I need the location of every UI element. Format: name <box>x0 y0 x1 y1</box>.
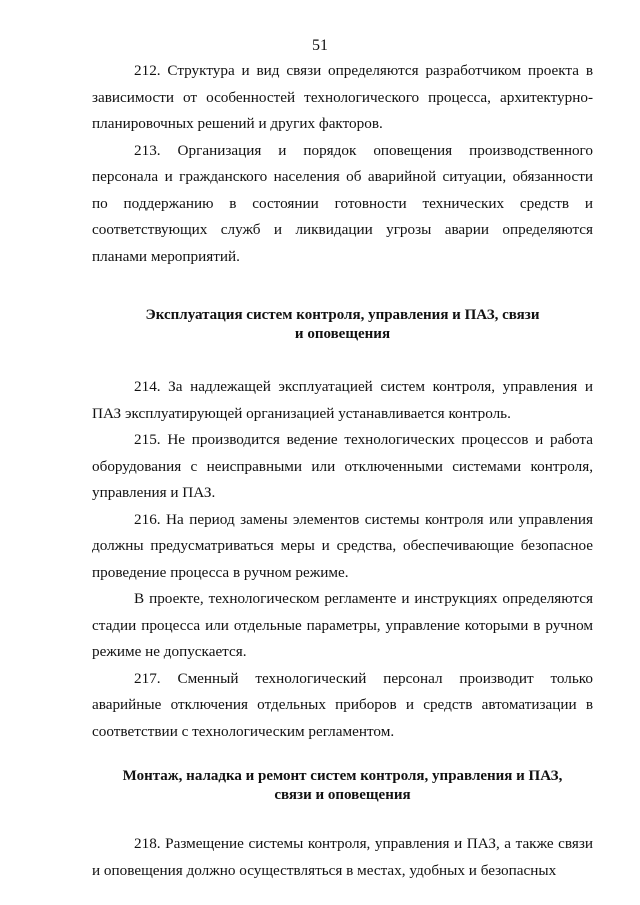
paragraph-215: 215. Не производится ведение технологических процессов и работа оборудования с неисправными или отключенными системами контроля, управления и ПАЗ. <box>92 431 593 501</box>
paragraph-218: 218. Размещение системы контроля, управления и ПАЗ, а также связи и оповещения должно осуществляться в местах, удобных и безопасных <box>92 835 593 879</box>
page-number: 51 <box>312 37 328 54</box>
heading-line: Эксплуатация систем контроля, управления и ПАЗ, связи <box>145 307 540 323</box>
paragraph-214: 214. За надлежащей эксплуатацией систем контроля, управления и ПАЗ эксплуатирующей организацией устанавливается контроль. <box>92 378 593 422</box>
paragraph-213: 213. Организация и порядок оповещения производственного персонала и гражданского населения об аварийной ситуации, обязанности по поддержанию в состоянии готовности технических средств и соответствующих служб и ликвидации угрозы аварии определяются планами мероприятий. <box>92 141 593 265</box>
heading-line: Монтаж, наладка и ремонт систем контроля, управления и ПАЗ, <box>122 768 563 784</box>
section-heading-operation <box>92 306 593 344</box>
page-body <box>92 58 593 884</box>
paragraph-217: 217. Сменный технологический персонал производит только аварийные отключения отдельных приборов и средств автоматизации в соответствии с технологическим регламентом. <box>92 669 593 740</box>
heading-line: связи и оповещения <box>274 787 411 803</box>
section-heading-installation <box>92 767 593 805</box>
heading-line: и оповещения <box>294 326 391 342</box>
paragraph-216-continued: В проекте, технологическом регламенте и инструкциях определяются стадии процесса или отдельные параметры, управление которыми в ручном режиме не допускается. <box>92 590 593 660</box>
paragraph-216: 216. На период замены элементов системы контроля или управления должны предусматриваться меры и средства, обеспечивающие безопасное проведение процесса в ручном режиме. <box>92 510 593 581</box>
paragraph-212: 212. Структура и вид связи определяются разработчиком проекта в зависимости от особенностей технологического процесса, архитектурно-планировочных решений и других факторов. <box>92 62 593 132</box>
